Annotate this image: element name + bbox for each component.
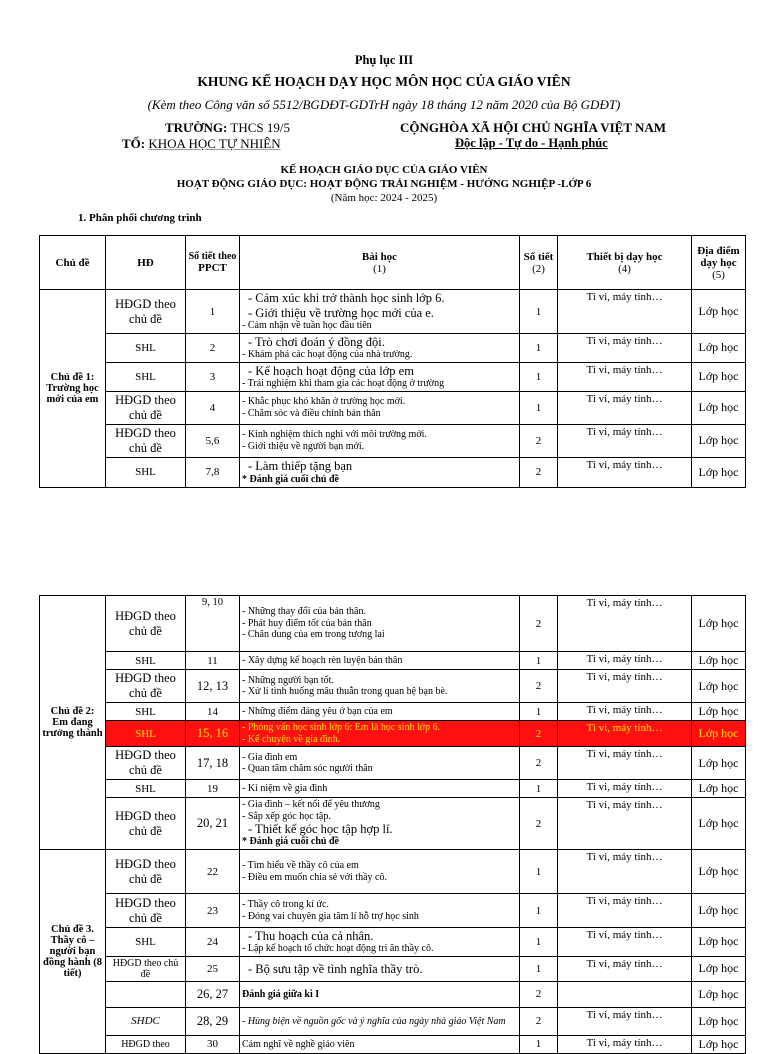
lesson-line: - Những người bạn tốt. xyxy=(242,674,334,686)
hd-cell: HĐGD theo chủ đề xyxy=(106,670,186,703)
ppct-cell: 7,8 xyxy=(186,457,240,487)
table-row xyxy=(40,798,746,850)
ppct-cell: 19 xyxy=(186,780,240,798)
ppct-cell: 22 xyxy=(186,850,240,894)
table-row xyxy=(40,424,746,457)
hd-cell: HĐGD theo chủ đề xyxy=(106,747,186,780)
ppct-cell: 24 xyxy=(186,928,240,957)
device-cell: Ti vi, máy tính… xyxy=(558,747,692,780)
nation-name: CỘNGHÒA XÃ HỘI CHỦ NGHĨA VIỆT NAM xyxy=(400,120,667,135)
table-row xyxy=(40,290,746,334)
device-cell: Ti vi, máy tính… xyxy=(558,780,692,798)
group-name: KHOA HỌC TỰ NHIÊN xyxy=(148,136,281,151)
lesson-line: Cảm nghĩ về nghề giáo viên xyxy=(242,1038,355,1050)
table-row xyxy=(40,391,746,424)
place-cell: Lớp học xyxy=(692,780,746,798)
hd-cell xyxy=(106,981,186,1007)
hd-cell: SHL xyxy=(106,334,186,363)
place-cell: Lớp học xyxy=(692,928,746,957)
table-row xyxy=(40,596,746,652)
device-cell: Ti vi, máy tính… xyxy=(558,798,692,850)
place-cell: Lớp học xyxy=(692,362,746,391)
group-label: TỔ: xyxy=(122,136,146,151)
school-line xyxy=(165,120,290,136)
device-cell: Ti vi, máy tính… xyxy=(558,457,692,487)
ppct-cell: 5,6 xyxy=(186,424,240,457)
hd-cell: SHL xyxy=(106,721,186,747)
topic-cell: Chủ đề 3. Thầy cô – người bạn đồng hành (8 tiết) xyxy=(40,850,106,1054)
place-cell: Lớp học xyxy=(692,1035,746,1053)
device-cell: Ti vi, máy tính… xyxy=(558,703,692,721)
lesson-line: - Cảm nhận về tuần học đầu tiên xyxy=(242,320,372,332)
table-row xyxy=(40,362,746,391)
lesson-line: - Lập kế hoạch tổ chức hoạt động tri ân thầy cô. xyxy=(242,943,434,955)
lesson-line: - Trải nghiệm khi tham gia các hoạt động ở trường xyxy=(242,378,445,390)
hd-cell: SHL xyxy=(106,457,186,487)
lesson-cell xyxy=(240,457,520,487)
lesson-line: - Gia đình em xyxy=(242,751,298,763)
table-row xyxy=(40,894,746,928)
device-cell xyxy=(558,981,692,1007)
count-cell: 1 xyxy=(520,928,558,957)
place-cell: Lớp học xyxy=(692,596,746,652)
count-cell: 1 xyxy=(520,362,558,391)
lesson-line: - Kinh nghiệm thích nghi với môi trường mới. xyxy=(242,429,427,441)
lesson-line: - Giới thiệu về người bạn mới. xyxy=(242,440,365,452)
lesson-cell xyxy=(240,747,520,780)
table-row xyxy=(40,721,746,747)
hd-cell: SHL xyxy=(106,703,186,721)
col-place: Địa điểm dạy học (5) xyxy=(692,236,746,290)
place-cell: Lớp học xyxy=(692,1007,746,1035)
place-cell: Lớp học xyxy=(692,850,746,894)
lesson-line: - Xử lí tình huống mâu thuẫn trong quan hệ bạn bè. xyxy=(242,686,448,697)
lesson-line: - Sắp xếp góc học tập. xyxy=(242,810,331,822)
place-cell: Lớp học xyxy=(692,424,746,457)
lesson-line: - Kế hoạch hoạt động của lớp em xyxy=(248,363,414,378)
col-ppct: Số tiết theo PPCT xyxy=(186,236,240,290)
topic-cell: Chủ đề 2: Em đang trưởng thành xyxy=(40,596,106,850)
ppct-cell: 9, 10 xyxy=(186,596,240,652)
col-lesson: Bài học (1) xyxy=(240,236,520,290)
ppct-cell: 30 xyxy=(186,1035,240,1053)
device-cell: Ti vi, máy tính… xyxy=(558,290,692,334)
lesson-cell xyxy=(240,928,520,957)
count-cell: 2 xyxy=(520,457,558,487)
hd-cell: HĐGD theo chủ đề xyxy=(106,596,186,652)
device-cell: Ti vi, máy tính… xyxy=(558,362,692,391)
lesson-cell xyxy=(240,1007,520,1035)
lesson-line: - Những điểm đáng yêu ở bạn của em xyxy=(242,705,393,717)
ppct-cell: 11 xyxy=(186,652,240,670)
lesson-line: - Trò chơi đoán ý đồng đội. xyxy=(248,335,385,349)
ppct-cell: 2 xyxy=(186,334,240,363)
lesson-cell xyxy=(240,670,520,703)
device-cell: Ti vi, máy tính… xyxy=(558,391,692,424)
lesson-line: - Xây dựng kế hoạch rèn luyện bản thân xyxy=(242,654,403,666)
group-line xyxy=(122,136,281,152)
device-cell: Ti vi, máy tính… xyxy=(558,1035,692,1053)
lesson-cell xyxy=(240,362,520,391)
lesson-line: - Thầy cô trong kí ức. xyxy=(242,899,329,910)
count-cell: 2 xyxy=(520,981,558,1007)
count-cell: 1 xyxy=(520,894,558,928)
hd-cell: HĐGD theo chủ đề xyxy=(106,798,186,850)
lesson-line: - Phát huy điểm tốt của bản thân xyxy=(242,617,372,629)
table-row xyxy=(40,652,746,670)
lesson-line: - Quan tâm chăm sóc người thân xyxy=(242,763,373,774)
count-cell: 1 xyxy=(520,780,558,798)
appendix-label: Phụ lục III xyxy=(354,53,414,67)
lesson-line: - Hùng biện về nguồn gốc và ý nghĩa của ngày nhà giáo Việt Nam xyxy=(242,1015,506,1027)
table-row xyxy=(40,850,746,894)
col-count: Số tiết (2) xyxy=(520,236,558,290)
hd-cell: HĐGD theo chủ đề xyxy=(106,894,186,928)
lesson-line: - Tìm hiểu về thầy cô của em xyxy=(242,860,359,871)
count-cell: 2 xyxy=(520,670,558,703)
count-cell: 2 xyxy=(520,798,558,850)
hd-cell: HĐGD theo chủ đề xyxy=(106,850,186,894)
lesson-line: - Chăm sóc và điều chỉnh bản thân xyxy=(242,407,381,419)
lesson-line: - Thiết kế góc học tập hợp lí. xyxy=(248,822,393,837)
table-row xyxy=(40,670,746,703)
col-device: Thiết bị dạy học (4) xyxy=(558,236,692,290)
ppct-cell: 23 xyxy=(186,894,240,928)
lesson-line: - Thu hoạch của cả nhân. xyxy=(248,929,374,943)
table-row xyxy=(40,457,746,487)
plan-table-page2 xyxy=(39,595,746,1054)
place-cell: Lớp học xyxy=(692,703,746,721)
place-cell: Lớp học xyxy=(692,391,746,424)
table-row xyxy=(40,780,746,798)
device-cell: Ti vi, máy tính… xyxy=(558,596,692,652)
lesson-cell xyxy=(240,334,520,363)
place-cell: Lớp học xyxy=(692,798,746,850)
school-name: THCS 19/5 xyxy=(230,120,290,135)
lesson-cell xyxy=(240,391,520,424)
device-cell: Ti vi, máy tính… xyxy=(558,928,692,957)
lesson-line: * Đánh giá cuối chủ đề xyxy=(242,473,339,485)
lesson-cell xyxy=(240,1035,520,1053)
count-cell: 2 xyxy=(520,747,558,780)
lesson-cell xyxy=(240,850,520,894)
place-cell: Lớp học xyxy=(692,981,746,1007)
reference-note: (Kèm theo Công văn số 5512/BGDĐT-GDTrH ngày 18 tháng 12 năm 2020 của Bộ GDĐT) xyxy=(147,97,621,112)
table-row xyxy=(40,1007,746,1035)
lesson-line: - Giới thiệu về trường học mới của e. xyxy=(248,305,434,320)
lesson-line: * Đánh giá cuối chủ đề xyxy=(242,836,339,848)
hd-cell: SHL xyxy=(106,780,186,798)
device-cell: Ti vi, máy tính… xyxy=(558,850,692,894)
count-cell: 1 xyxy=(520,334,558,363)
ppct-cell: 26, 27 xyxy=(186,981,240,1007)
place-cell: Lớp học xyxy=(692,652,746,670)
hd-cell: HĐGD theo xyxy=(106,1035,186,1053)
ppct-cell: 28, 29 xyxy=(186,1007,240,1035)
plan-table-page1 xyxy=(39,235,746,488)
table-header-row xyxy=(40,236,746,290)
lesson-cell xyxy=(240,290,520,334)
school-label: TRƯỜNG: xyxy=(165,120,228,135)
count-cell: 2 xyxy=(520,1007,558,1035)
table-row xyxy=(40,956,746,981)
hd-cell: SHL xyxy=(106,652,186,670)
ppct-cell: 25 xyxy=(186,956,240,981)
ppct-cell: 15, 16 xyxy=(186,721,240,747)
device-cell: Ti vi, máy tính… xyxy=(558,894,692,928)
lesson-cell xyxy=(240,596,520,652)
table-row xyxy=(40,334,746,363)
table-row xyxy=(40,703,746,721)
lesson-cell xyxy=(240,798,520,850)
count-cell: 1 xyxy=(520,391,558,424)
section-heading: 1. Phân phối chương trình xyxy=(78,212,202,224)
device-cell: Ti vi, máy tính… xyxy=(558,956,692,981)
national-motto: Độc lập - Tự do - Hạnh phúc xyxy=(455,136,608,150)
ppct-cell: 20, 21 xyxy=(186,798,240,850)
lesson-line: - Những thay đổi của bản thân. xyxy=(242,606,366,618)
place-cell: Lớp học xyxy=(692,670,746,703)
lesson-line: Đánh giá giữa kì I xyxy=(242,988,320,1000)
hd-cell: SHDC xyxy=(106,1007,186,1035)
lesson-line: - Khắc phục khó khăn ở trường học mới. xyxy=(242,396,406,408)
lesson-line: - Làm thiếp tặng bạn xyxy=(248,459,353,474)
school-year: (Năm học: 2024 - 2025) xyxy=(330,192,438,204)
lesson-line: - Điều em muốn chia sẻ với thầy cô. xyxy=(242,871,387,883)
hd-cell: HĐGD theo chủ đề xyxy=(106,290,186,334)
col-hd: HĐ xyxy=(106,236,186,290)
plan-title: KẾ HOẠCH GIÁO DỤC CỦA GIÁO VIÊN xyxy=(280,164,488,176)
lesson-line: - Chân dung của em trong tương lai xyxy=(242,629,385,641)
hd-cell: HĐGD theo chủ đề xyxy=(106,424,186,457)
device-cell: Ti vi, máy tính… xyxy=(558,1007,692,1035)
hd-cell: HĐGD theo chủ đề xyxy=(106,956,186,981)
table-row xyxy=(40,1035,746,1053)
lesson-line: - Cảm xúc khi trở thành học sinh lớp 6. xyxy=(248,291,445,306)
count-cell: 1 xyxy=(520,956,558,981)
place-cell: Lớp học xyxy=(692,457,746,487)
ppct-cell: 14 xyxy=(186,703,240,721)
device-cell: Ti vi, máy tính… xyxy=(558,670,692,703)
table-row xyxy=(40,747,746,780)
device-cell: Ti vi, máy tính… xyxy=(558,424,692,457)
count-cell: 2 xyxy=(520,424,558,457)
count-cell: 1 xyxy=(520,703,558,721)
device-cell: Ti vi, máy tính… xyxy=(558,721,692,747)
ppct-cell: 3 xyxy=(186,362,240,391)
place-cell: Lớp học xyxy=(692,894,746,928)
topic-cell: Chủ đề 1: Trường học mới của em xyxy=(40,290,106,488)
place-cell: Lớp học xyxy=(692,721,746,747)
lesson-line: - Gia đình – kết nối để yêu thương xyxy=(242,799,380,811)
activity-title: HOẠT ĐỘNG GIÁO DỤC: HOẠT ĐỘNG TRẢI NGHIỆM - HƯỚNG NGHIỆP -LỚP 6 xyxy=(176,178,592,190)
col-topic: Chủ đề xyxy=(40,236,106,290)
hd-cell: HĐGD theo chủ đề xyxy=(106,391,186,424)
hd-cell: SHL xyxy=(106,928,186,957)
lesson-cell xyxy=(240,981,520,1007)
lesson-cell xyxy=(240,703,520,721)
count-cell: 2 xyxy=(520,596,558,652)
lesson-cell xyxy=(240,956,520,981)
place-cell: Lớp học xyxy=(692,290,746,334)
place-cell: Lớp học xyxy=(692,747,746,780)
lesson-cell xyxy=(240,424,520,457)
ppct-cell: 4 xyxy=(186,391,240,424)
lesson-cell xyxy=(240,721,520,747)
ppct-cell: 12, 13 xyxy=(186,670,240,703)
lesson-line: - Bộ sưu tập về tình nghĩa thầy trò. xyxy=(248,961,423,976)
lesson-line: - Phỏng vấn học sinh lớp 6: Em là học sinh lớp 6. xyxy=(242,722,441,733)
table-row xyxy=(40,981,746,1007)
hd-cell: SHL xyxy=(106,362,186,391)
lesson-cell xyxy=(240,780,520,798)
lesson-line: - Khám phá các hoạt động của nhà trường. xyxy=(242,349,413,361)
lesson-line: - Kỉ niệm về gia đình xyxy=(242,782,328,794)
framework-title: KHUNG KẾ HOẠCH DẠY HỌC MÔN HỌC CỦA GIÁO VIÊN xyxy=(197,74,571,89)
place-cell: Lớp học xyxy=(692,334,746,363)
count-cell: 1 xyxy=(520,850,558,894)
place-cell: Lớp học xyxy=(692,956,746,981)
count-cell: 2 xyxy=(520,721,558,747)
ppct-cell: 17, 18 xyxy=(186,747,240,780)
count-cell: 1 xyxy=(520,1035,558,1053)
lesson-cell xyxy=(240,894,520,928)
count-cell: 1 xyxy=(520,290,558,334)
device-cell: Ti vi, máy tính… xyxy=(558,652,692,670)
lesson-line: - Đóng vai chuyên gia tâm lí hỗ trợ học sinh xyxy=(242,910,419,922)
lesson-cell xyxy=(240,652,520,670)
lesson-line: - Kể chuyện về gia đình. xyxy=(242,733,341,745)
device-cell: Ti vi, máy tính… xyxy=(558,334,692,363)
count-cell: 1 xyxy=(520,652,558,670)
ppct-cell: 1 xyxy=(186,290,240,334)
table-row xyxy=(40,928,746,957)
